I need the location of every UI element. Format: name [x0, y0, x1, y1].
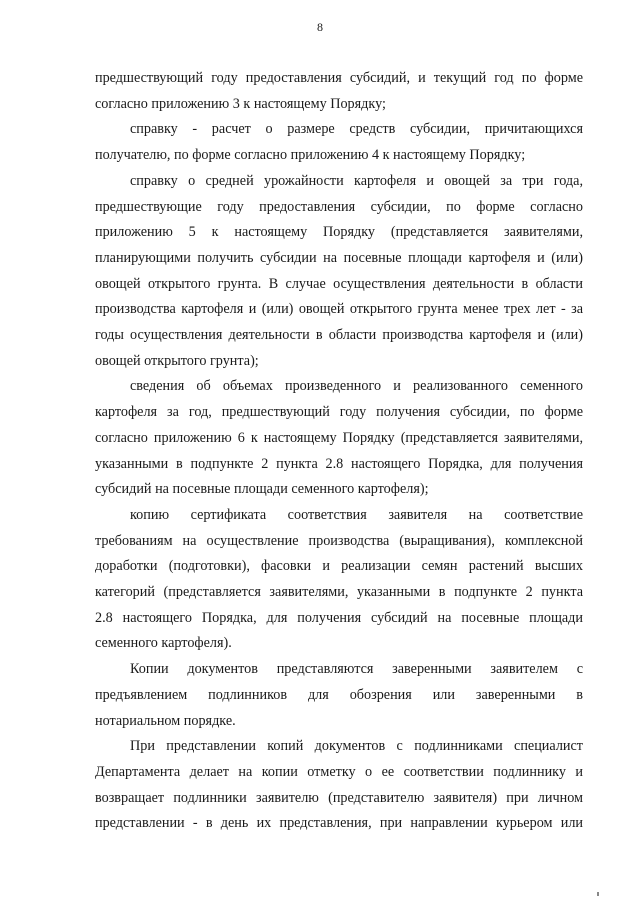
text-line: Копии документов представляются заверенными заявителем с	[130, 661, 583, 678]
paragraph	[95, 657, 583, 734]
text-line: годы осуществления деятельности в области производства картофеля и (или)	[95, 327, 583, 344]
text-line: получателю, по форме согласно приложению 4 к настоящему Порядку;	[95, 147, 526, 164]
text-line: производства картофеля и (или) овощей открытого грунта менее трех лет - за	[95, 301, 583, 318]
text-line: картофеля за год, предшествующий году получения субсидии, по форме	[95, 404, 583, 421]
text-line: категорий (представляется заявителями, указанными в подпункте 2 пункта	[95, 584, 583, 601]
text-line: требованиям на осуществление производства (выращивания), комплексной	[95, 532, 583, 549]
text-line: справку о средней урожайности картофеля и овощей за три года,	[130, 172, 583, 189]
text-line: доработки (подготовки), фасовки и реализации семян растений высших	[95, 558, 583, 575]
text-line: Департамента делает на копии отметку о ее соответствии подлиннику и	[95, 763, 583, 780]
text-line: приложению 5 к настоящему Порядку (представляется заявителями,	[95, 224, 583, 241]
paragraph	[95, 117, 583, 168]
text-line: согласно приложению 3 к настоящему Порядку;	[95, 95, 386, 112]
paragraph	[95, 734, 583, 837]
paragraph	[95, 169, 583, 375]
paragraph	[95, 374, 583, 503]
text-line: возвращает подлинники заявителю (представителю заявителя) при личном	[95, 789, 583, 806]
text-line: 2.8 настоящего Порядка, для получения субсидий на посевные площади	[95, 609, 583, 626]
text-line: овощей открытого грунта. В случае осуществления деятельности в области	[95, 275, 583, 292]
text-line: сведения об объемах произведенного и реализованного семенного	[130, 378, 583, 395]
paragraph	[95, 503, 583, 657]
text-line: субсидий на посевные площади семенного картофеля);	[95, 481, 429, 498]
text-line: предшествующие году предоставления субсидии, по форме согласно	[95, 198, 583, 215]
scan-mark	[597, 892, 599, 896]
document-body	[95, 66, 583, 837]
text-line: справку - расчет о размере средств субсидии, причитающихся	[130, 121, 583, 138]
text-line: При представлении копий документов с подлинниками специалист	[130, 738, 583, 755]
text-line: представлении - в день их представления, при направлении курьером или	[95, 815, 583, 832]
text-line: указанными в подпункте 2 пункта 2.8 настоящего Порядка, для получения	[95, 455, 583, 472]
text-line: овощей открытого грунта);	[95, 352, 259, 369]
page-number: 8	[317, 20, 323, 34]
text-line: предъявлением подлинников для обозрения или заверенными в	[95, 686, 583, 703]
text-line: семенного картофеля).	[95, 635, 232, 652]
text-line: копию сертификата соответствия заявителя на соответствие	[130, 506, 583, 523]
text-line: предшествующий году предоставления субсидий, и текущий год по форме	[95, 70, 583, 86]
text-line: нотариальном порядке.	[95, 712, 236, 729]
text-line: согласно приложению 6 к настоящему Порядку (представляется заявителями,	[95, 429, 583, 446]
paragraph	[95, 66, 583, 117]
text-line: планирующими получить субсидии на посевные площади картофеля и (или)	[95, 249, 583, 266]
